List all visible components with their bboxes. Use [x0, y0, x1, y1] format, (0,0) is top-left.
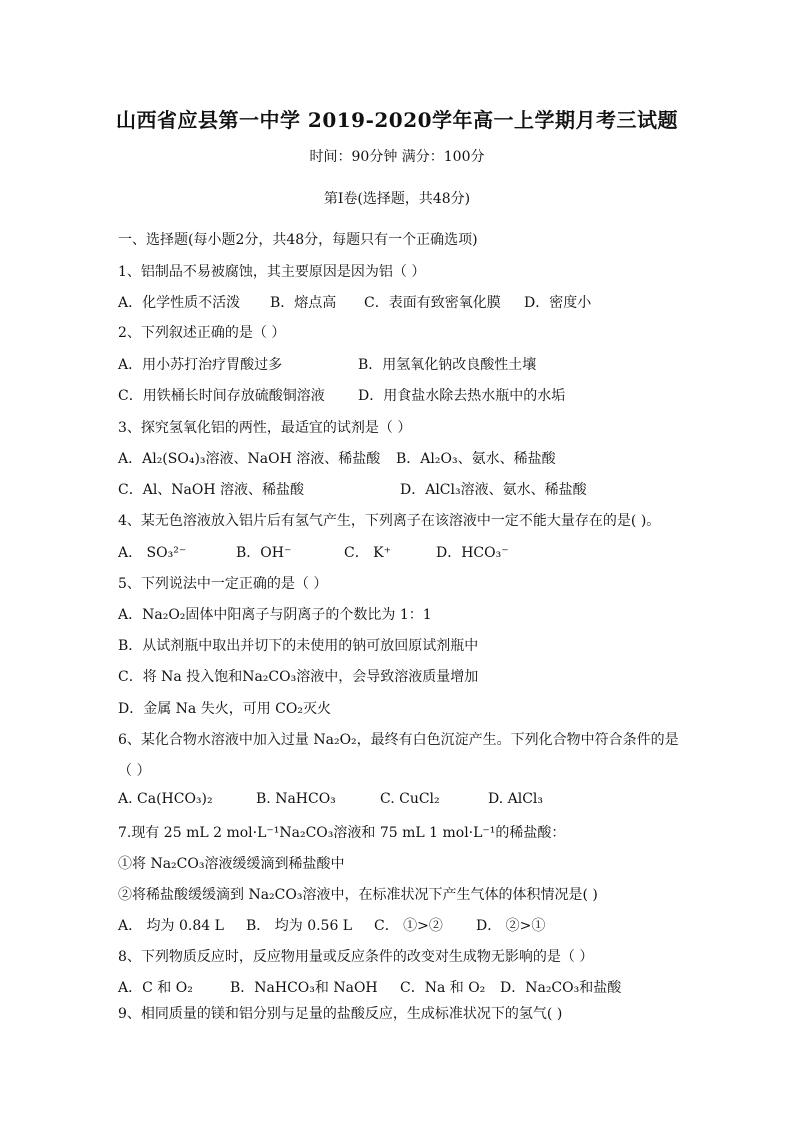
option-d: D．Na₂CO₃和盐酸 [500, 980, 622, 996]
question-6-options [118, 791, 678, 813]
question-2-options-row1 [118, 354, 678, 376]
question-8-stem: 8、下列物质反应时，反应物用量或反应条件的改变对生成物无影响的是（ ） [118, 949, 594, 965]
question-3-options-row2 [118, 479, 678, 501]
question-5-option-c: C．将 Na 投入饱和Na₂CO₃溶液中，会导致溶液质量增加 [118, 669, 479, 685]
page-title: 山西省应县第一中学 2019-2020学年高一上学期月考三试题 [115, 108, 679, 132]
question-9-stem: 9、相同质量的镁和铝分别与足量的盐酸反应，生成标准状况下的氢气( ) [118, 1006, 563, 1022]
option-c: C．Na 和 O₂ [400, 980, 486, 996]
option-d: D．HCO₃⁻ [436, 545, 509, 561]
option-a: A. Ca(HCO₃)₂ [118, 791, 213, 807]
question-7-statement-1: ①将 Na₂CO₃溶液缓缓滴到稀盐酸中 [118, 856, 345, 872]
option-b: B． 均为 0.56 L [246, 918, 353, 934]
question-3-options-row1 [118, 448, 678, 470]
question-5-option-d: D．金属 Na 失火，可用 CO₂灭火 [118, 701, 331, 717]
volume-heading: 第Ⅰ卷(选择题，共48分) [323, 191, 471, 207]
section-heading: 一、选择题(每小题2分，共48分，每题只有一个正确选项) [118, 232, 478, 248]
question-5-option-a: A．Na₂O₂固体中阳离子与阴离子的个数比为 1：1 [118, 607, 432, 623]
question-2-stem: 2、下列叙述正确的是（ ） [118, 325, 286, 341]
option-b: B．OH⁻ [236, 545, 292, 561]
question-4-stem: 4、某无色溶液放入铝片后有氢气产生，下列离子在该溶液中一定不能大量存在的是( )。 [118, 513, 661, 529]
question-8-options [118, 977, 678, 999]
question-7-options [118, 915, 678, 937]
option-b: B．熔点高 [270, 295, 337, 311]
option-c: C．表面有致密氧化膜 [364, 295, 501, 311]
time-score-line: 时间：90分钟 满分：100分 [309, 149, 485, 165]
question-3-stem: 3、探究氢氧化铝的两性，最适宜的试剂是（ ） [118, 420, 412, 436]
option-a: A．化学性质不活泼 [118, 295, 241, 311]
option-d: D．密度小 [524, 295, 592, 311]
question-7-statement-2: ②将稀盐酸缓缓滴到 Na₂CO₃溶液中，在标准状况下产生气体的体积情况是( ) [118, 887, 598, 903]
option-c: C．Al、NaOH 溶液、稀盐酸 [118, 482, 305, 498]
option-a: A．用小苏打治疗胃酸过多 [118, 357, 283, 373]
option-b: B. NaHCO₃ [256, 791, 336, 807]
option-b: B．用氢氧化钠改良酸性土壤 [358, 357, 537, 373]
question-6-paren: （ ） [118, 763, 151, 779]
question-4-options [118, 542, 678, 564]
option-d: D．AlCl₃溶液、氨水、稀盐酸 [400, 482, 587, 498]
option-c: C. CuCl₂ [380, 791, 440, 807]
option-a: A． 均为 0.84 L [118, 918, 224, 934]
option-c: C． ①>② [374, 918, 443, 934]
question-5-stem: 5、下列说法中一定正确的是（ ） [118, 576, 328, 592]
option-a: A． SO₃²⁻ [118, 545, 187, 561]
option-d: D． ②>① [476, 918, 546, 934]
question-5-option-b: B．从试剂瓶中取出并切下的未使用的钠可放回原试剂瓶中 [118, 638, 479, 654]
question-7-stem: 7.现有 25 mL 2 mol·L⁻¹Na₂CO₃溶液和 75 mL 1 mol·L⁻¹的稀盐酸： [118, 825, 566, 841]
question-1-options [118, 292, 678, 314]
option-d: D．用食盐水除去热水瓶中的水垢 [358, 388, 566, 404]
option-b: B．Al₂O₃、氨水、稀盐酸 [396, 451, 556, 467]
option-b: B．NaHCO₃和 NaOH [230, 980, 378, 996]
option-d: D. AlCl₃ [488, 791, 544, 807]
option-a: A．C 和 O₂ [118, 980, 193, 996]
question-6-stem: 6、某化合物水溶液中加入过量 Na₂O₂，最终有白色沉淀产生。下列化合物中符合条件的是 [118, 732, 679, 748]
option-c: C．用铁桶长时间存放硫酸铜溶液 [118, 388, 325, 404]
question-2-options-row2 [118, 385, 678, 407]
option-a: A．Al₂(SO₄)₃溶液、NaOH 溶液、稀盐酸 [118, 451, 381, 467]
option-c: C． K⁺ [344, 545, 392, 561]
question-1-stem: 1、铝制品不易被腐蚀，其主要原因是因为铝（ ） [118, 264, 426, 280]
